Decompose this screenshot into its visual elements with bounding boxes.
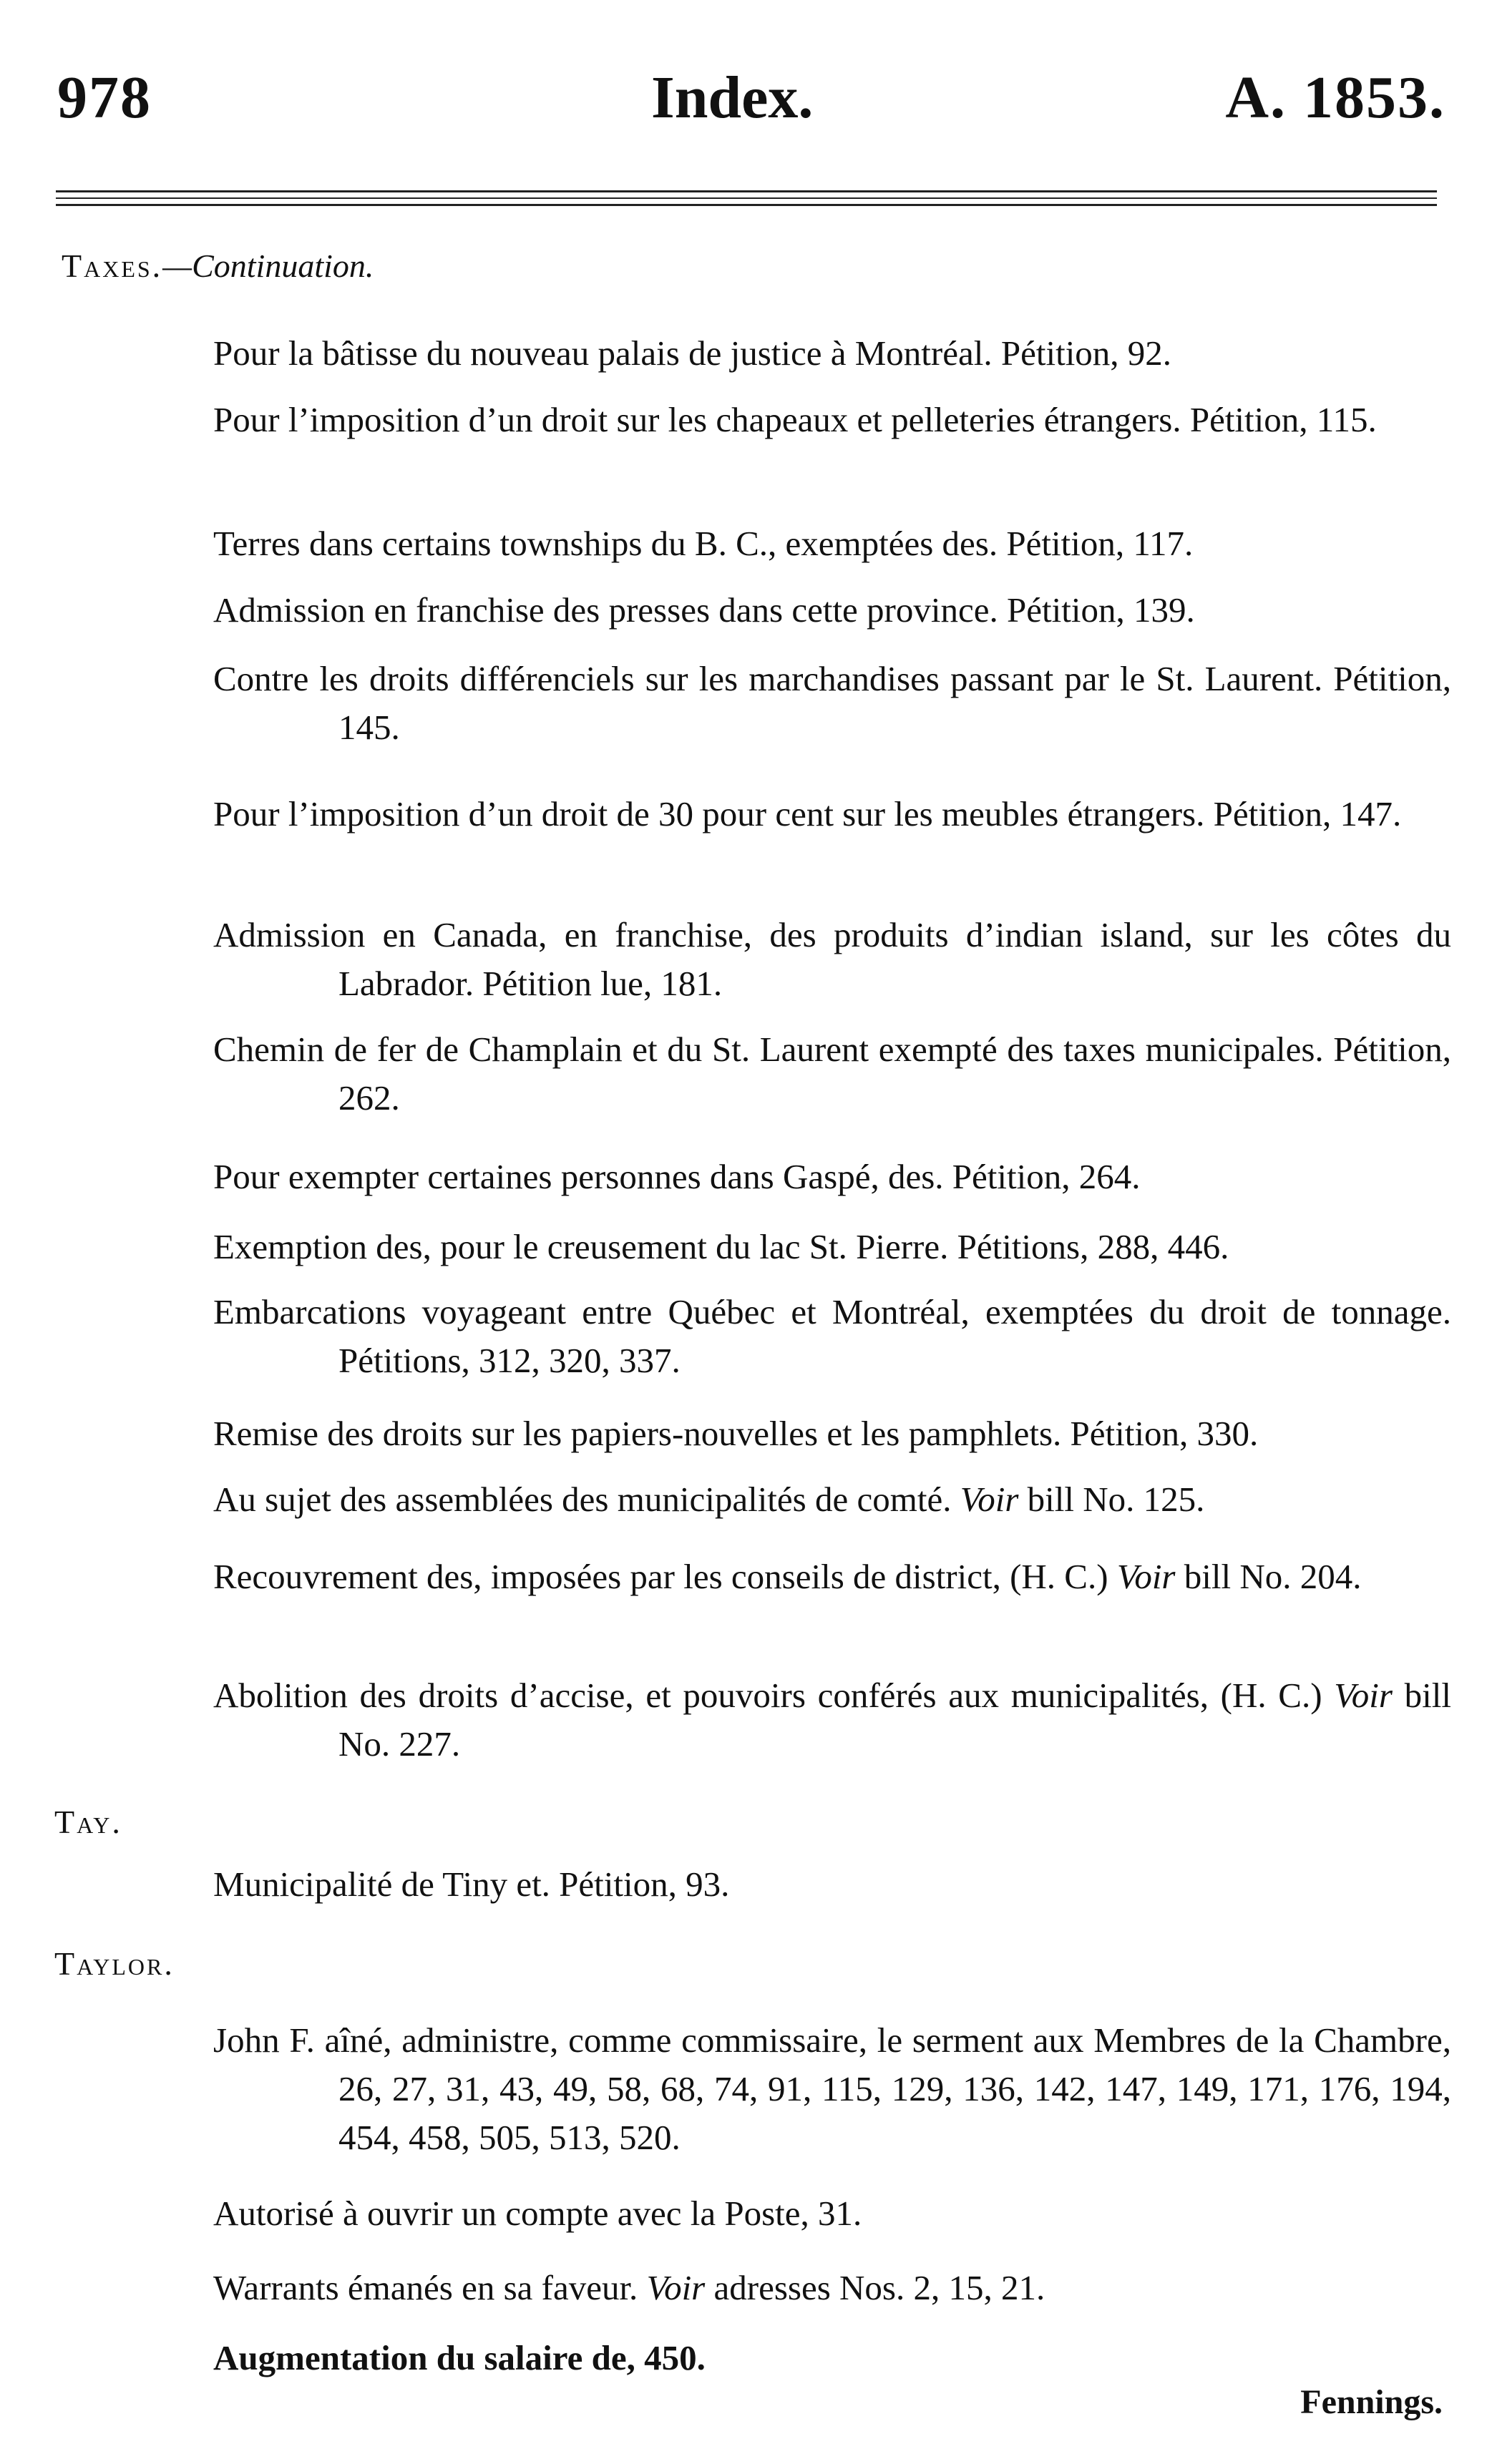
header-rule [56,190,1437,192]
index-entry: Pour exempter certaines personnes dans Gaspé, des. Pétition, 264. [213,1157,1141,1196]
index-entry: Municipalité de Tiny et. Pétition, 93. [213,1864,730,1904]
entry-text: bill No. 204. [1175,1557,1362,1596]
entry-text: Au sujet des assemblées des municipalités de comté. [213,1480,960,1519]
voir-reference: Voir [646,2268,706,2307]
index-entry [213,1475,1451,1524]
heading-label: Taylor. [54,1945,175,1982]
index-entry: Pour l’imposition d’un droit sur les chapeaux et pelleteries étrangers. Pétition, 115. [213,400,1377,439]
voir-reference: Voir [1116,1557,1176,1596]
voir-reference: Voir [960,1480,1019,1519]
page-title: Index. [651,64,814,131]
index-entry: Augmentation du salaire de, 450. [213,2338,706,2377]
running-head [57,63,1445,135]
continuation-label: —Continuation. [162,248,374,284]
index-entry: Contre les droits différenciels sur les marchandises passant par le St. Laurent. Pétition, 145. [213,659,1451,747]
index-entry: Exemption des, pour le creusement du lac St. Pierre. Pétitions, 288, 446. [213,1227,1229,1266]
index-heading [54,1945,175,1983]
index-entry: Admission en franchise des presses dans cette province. Pétition, 139. [213,590,1195,630]
index-entry: Admission en Canada, en franchise, des produits d’indian island, sur les côtes du Labrador. Pétition lue, 181. [213,915,1451,1003]
index-entry [213,1553,1451,1601]
heading-label: Taxes. [62,248,163,284]
entry-text: Warrants émanés en sa faveur. [213,2268,647,2307]
index-entry: John F. aîné, administre, comme commissaire, le serment aux Membres de la Chambre, 26, 27, 31, 43, 49, 58, 68, 74, 91, 115, 129, 136, 142, 147, 149, 171, 176, 194, 454, 458, 505, 513, 520. [213,2020,1451,2157]
index-entry: Pour l’imposition d’un droit de 30 pour cent sur les meubles étrangers. Pétition, 147. [213,794,1402,833]
index-entry [213,2264,1451,2312]
header-rule [56,197,1437,199]
index-entry [213,1671,1451,1769]
index-entry: Chemin de fer de Champlain et du St. Laurent exempté des taxes municipales. Pétition, 262. [213,1030,1451,1118]
entry-text: Abolition des droits d’accise, et pouvoirs conférés aux municipalités, (H. C.) [213,1676,1335,1715]
voir-reference: Voir [1334,1676,1393,1715]
header-rule [56,204,1437,206]
session-year: A. 1853. [1225,64,1445,131]
index-entry: Autorisé à ouvrir un compte avec la Poste, 31. [213,2194,862,2233]
index-entry: Terres dans certains townships du B. C., exemptées des. Pétition, 117. [213,524,1194,563]
index-entry: Remise des droits sur les papiers-nouvelles et les pamphlets. Pétition, 330. [213,1414,1259,1453]
entry-text: Recouvrement des, imposées par les conseils de district, (H. C.) [213,1557,1117,1596]
page-number: 978 [57,64,152,131]
catchword: Fennings. [1300,2383,1443,2421]
entry-text: adresses Nos. 2, 15, 21. [705,2268,1045,2307]
index-entry: Pour la bâtisse du nouveau palais de justice à Montréal. Pétition, 92. [213,333,1172,373]
entry-text: bill No. 227. [338,1676,1451,1764]
heading-label: Tay. [54,1804,122,1840]
index-heading [62,247,374,285]
index-heading [54,1803,122,1841]
entry-text: bill No. 125. [1018,1480,1205,1519]
index-entry: Embarcations voyageant entre Québec et Montréal, exemptées du droit de tonnage. Pétitions, 312, 320, 337. [213,1292,1451,1380]
